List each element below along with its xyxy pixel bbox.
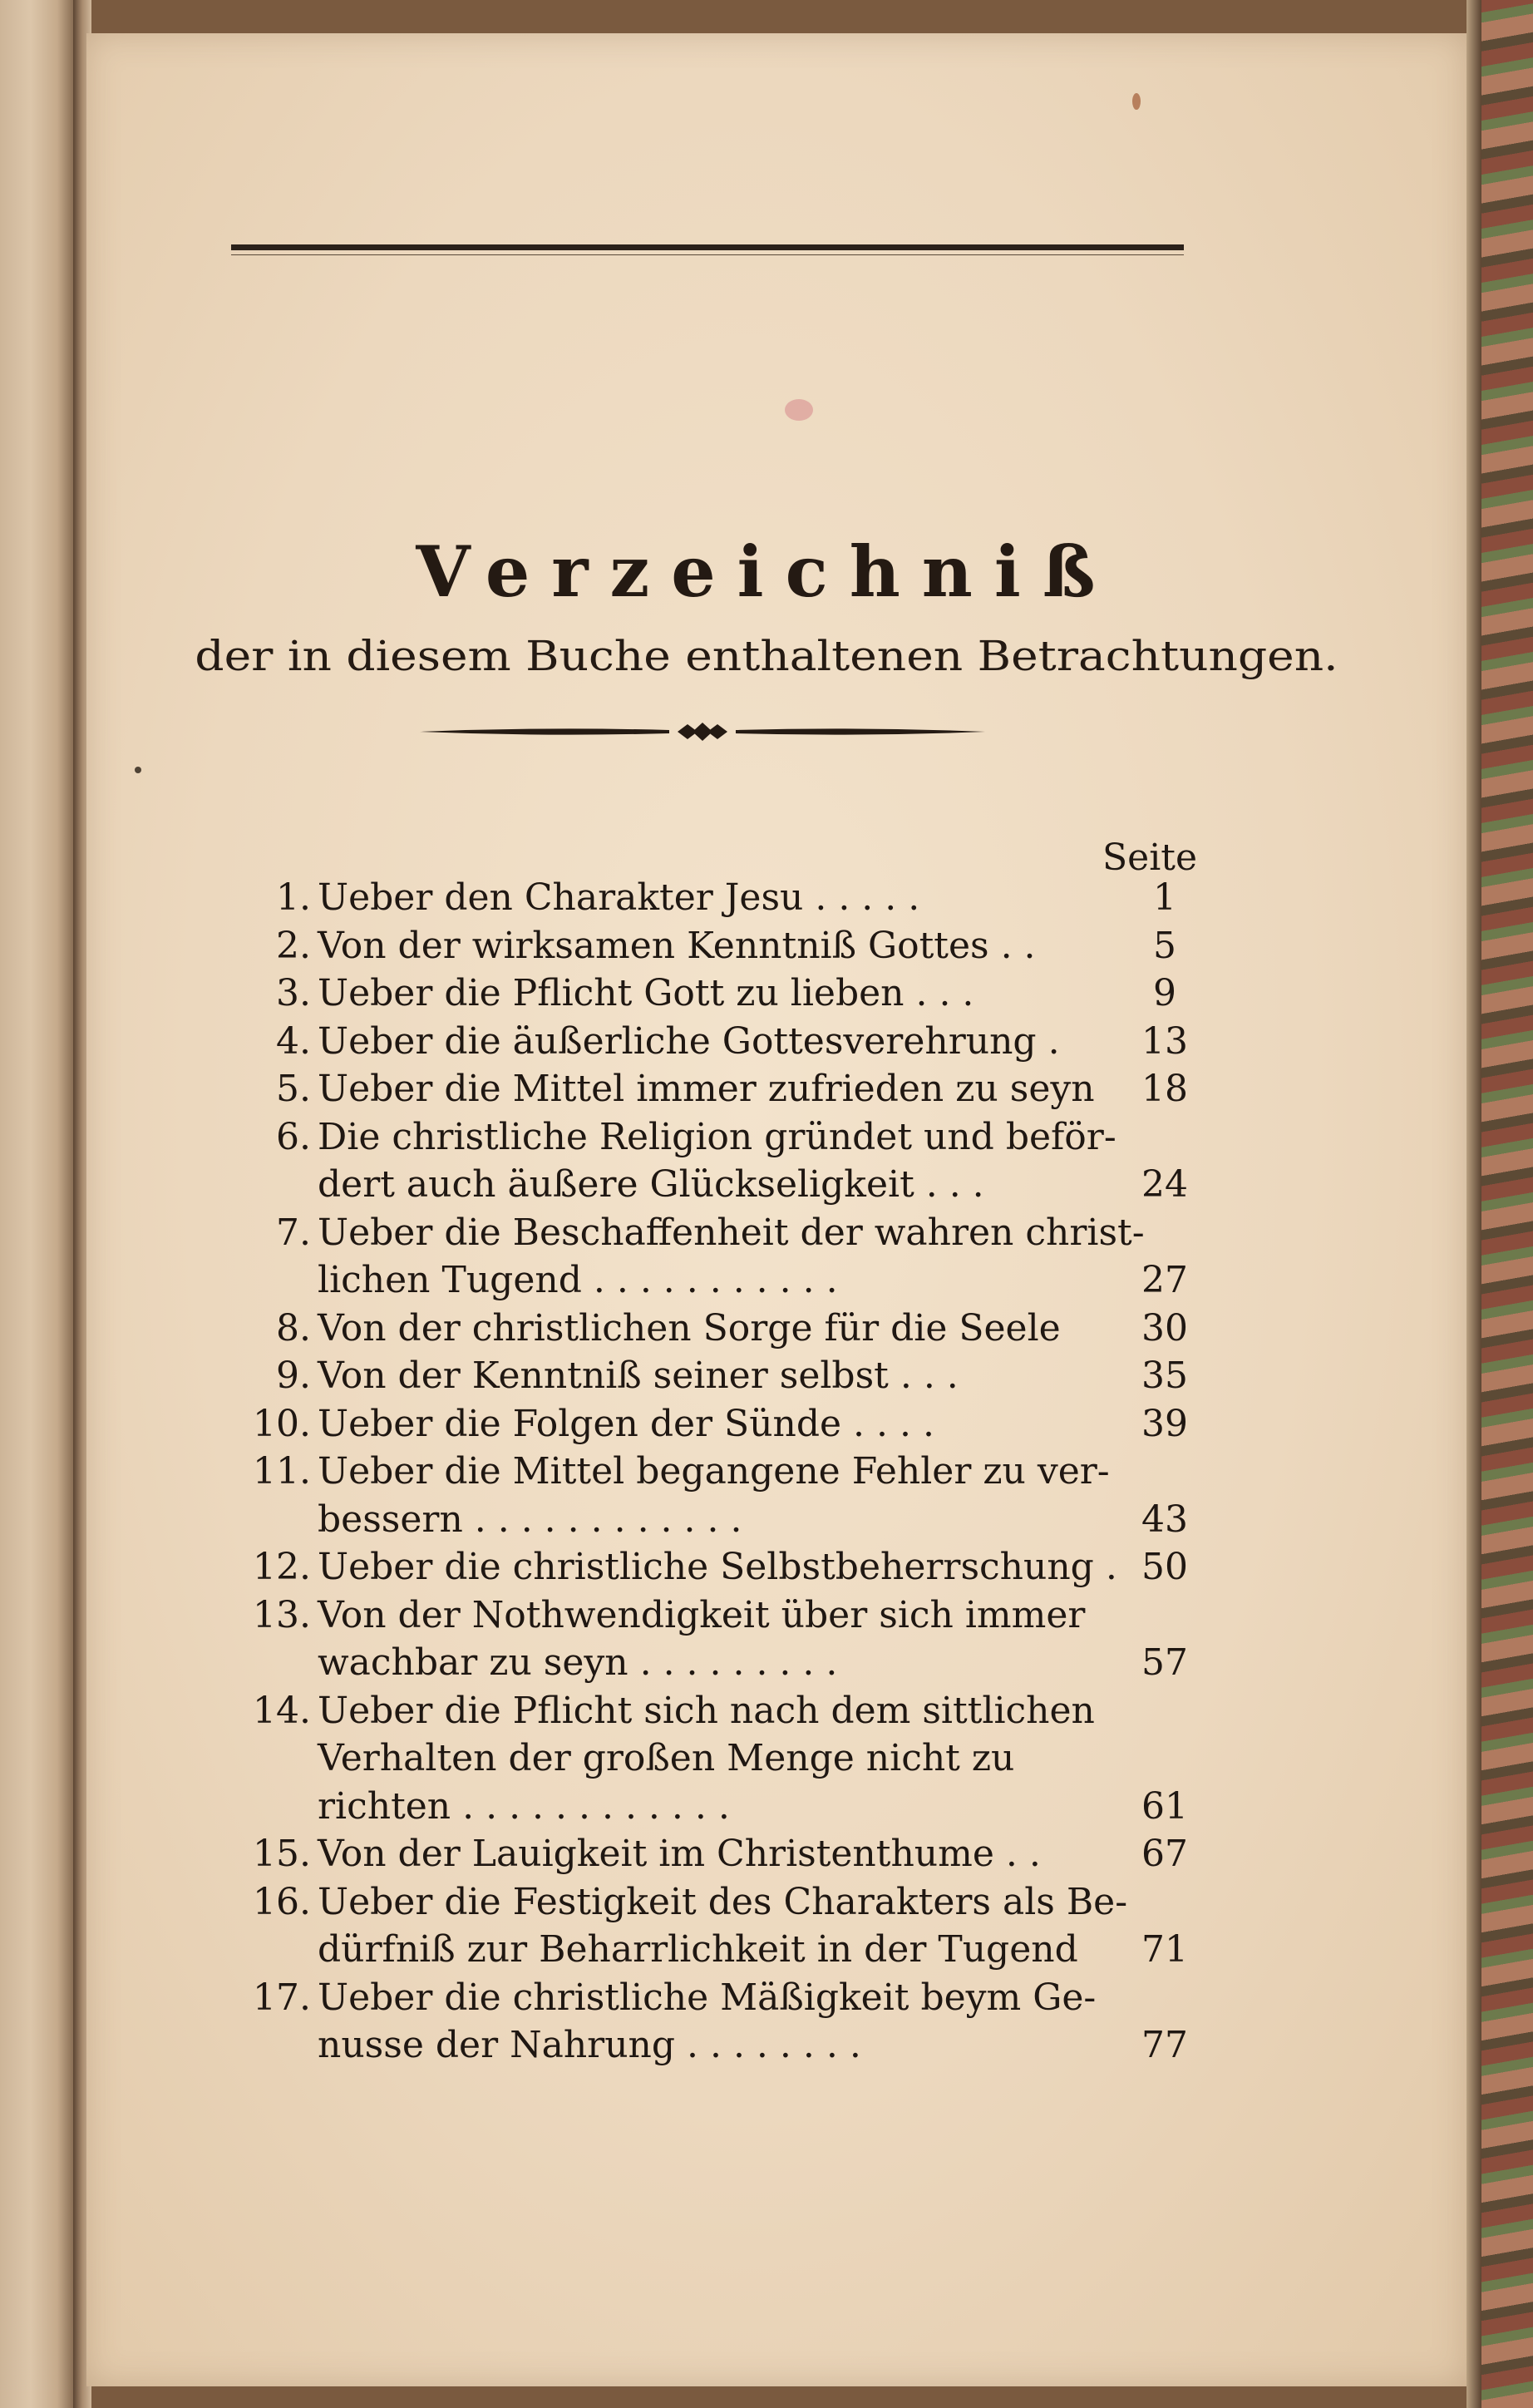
toc-entry-line bbox=[0, 1257, 1533, 1304]
toc-entry-page: 71 bbox=[1141, 1928, 1188, 1971]
toc-entry-title: Ueber den Charakter Jesu . . . . . bbox=[318, 876, 920, 919]
toc-entry-title: Ueber die Pflicht Gott zu lieben . . . bbox=[318, 972, 974, 1014]
toc-entry-title: Ueber die Beschaffenheit der wahren christ- bbox=[318, 1211, 1145, 1254]
toc-entry-line bbox=[0, 1879, 1533, 1926]
ornament-divider bbox=[420, 715, 985, 748]
top-rule bbox=[231, 244, 1184, 250]
toc-entry-line bbox=[0, 1114, 1533, 1161]
page-title: Verzeichniß bbox=[416, 530, 1117, 613]
toc-entry-page: 35 bbox=[1141, 1354, 1188, 1397]
toc-entry-title: Von der wirksamen Kenntniß Gottes . . bbox=[318, 925, 1036, 967]
toc-entry-number: 14. bbox=[253, 1690, 311, 1732]
toc-entry-line bbox=[0, 1735, 1533, 1782]
toc-entry-title: bessern . . . . . . . . . . . . bbox=[318, 1498, 742, 1541]
toc-entry-title: Ueber die Festigkeit des Charakters als Be- bbox=[318, 1881, 1128, 1923]
toc-entry-line bbox=[0, 1544, 1533, 1591]
toc-entry-line bbox=[0, 875, 1533, 921]
toc-entry-page: 27 bbox=[1141, 1259, 1188, 1301]
toc-entry-title: wachbar zu seyn . . . . . . . . . bbox=[318, 1641, 838, 1684]
toc-entry-title: Ueber die Mittel immer zufrieden zu seyn bbox=[318, 1068, 1095, 1110]
ink-speck bbox=[135, 767, 141, 773]
toc-entry-title: Von der Lauigkeit im Christenthume . . bbox=[318, 1833, 1041, 1875]
toc-entry-line bbox=[0, 923, 1533, 970]
toc-entry-page: 18 bbox=[1141, 1068, 1188, 1110]
toc-entry-line bbox=[0, 1448, 1533, 1495]
toc-entry-title: Von der Kenntniß seiner selbst . . . bbox=[318, 1354, 959, 1397]
toc-entry-page: 39 bbox=[1141, 1403, 1188, 1445]
toc-entry-line bbox=[0, 2022, 1533, 2069]
toc-entry-line bbox=[0, 1784, 1533, 1830]
toc-entry-number: 12. bbox=[253, 1546, 311, 1588]
top-rule-hairline bbox=[231, 254, 1184, 255]
toc-entry-number: 13. bbox=[253, 1594, 311, 1636]
toc-entry-title: Ueber die äußerliche Gottesverehrung . bbox=[318, 1020, 1060, 1063]
ink-speck bbox=[1132, 93, 1141, 110]
toc-entry-title: dürfniß zur Beharrlichkeit in der Tugend bbox=[318, 1928, 1078, 1971]
toc-entry-number: 1. bbox=[276, 876, 311, 919]
toc-entry-title: Ueber die Folgen der Sünde . . . . bbox=[318, 1403, 934, 1445]
toc-entry-page: 77 bbox=[1141, 2024, 1188, 2066]
toc-entry-title: Verhalten der großen Menge nicht zu bbox=[318, 1737, 1015, 1779]
toc-entry-number: 8. bbox=[276, 1307, 311, 1350]
toc-entry-page: 50 bbox=[1141, 1546, 1188, 1588]
toc-entry-title: Ueber die Mittel begangene Fehler zu ver- bbox=[318, 1450, 1110, 1493]
toc-entry-page: 43 bbox=[1141, 1498, 1188, 1541]
toc-entry-title: richten . . . . . . . . . . . . bbox=[318, 1785, 730, 1828]
toc-entry-page: 61 bbox=[1141, 1785, 1188, 1828]
toc-entry-number: 3. bbox=[276, 972, 311, 1014]
toc-entry-line bbox=[0, 1640, 1533, 1686]
toc-entry-line bbox=[0, 970, 1533, 1017]
toc-entry-line bbox=[0, 1497, 1533, 1543]
toc-entry-number: 2. bbox=[276, 925, 311, 967]
toc-entry-number: 9. bbox=[276, 1354, 311, 1397]
toc-entry-page: 5 bbox=[1153, 925, 1176, 967]
toc-entry-number: 10. bbox=[253, 1403, 311, 1445]
toc-entry-title: Ueber die christliche Mäßigkeit beym Ge- bbox=[318, 1976, 1097, 2019]
toc-entry-title: Von der christlichen Sorge für die Seele bbox=[318, 1307, 1061, 1350]
toc-entry-line bbox=[0, 1019, 1533, 1065]
toc-entry-line bbox=[0, 1688, 1533, 1734]
toc-entry-line bbox=[0, 1975, 1533, 2021]
toc-entry-page: 67 bbox=[1141, 1833, 1188, 1875]
stain-spot bbox=[785, 399, 813, 421]
page-subtitle: der in diesem Buche enthaltenen Betrachtungen. bbox=[195, 632, 1338, 680]
toc-entry-number: 15. bbox=[253, 1833, 311, 1875]
toc-entry-page: 24 bbox=[1141, 1163, 1188, 1206]
toc-entry-line bbox=[0, 1210, 1533, 1256]
toc-entry-line bbox=[0, 1066, 1533, 1113]
toc-entry-title: lichen Tugend . . . . . . . . . . . bbox=[318, 1259, 838, 1301]
toc-entry-number: 7. bbox=[276, 1211, 311, 1254]
toc-entry-line bbox=[0, 1831, 1533, 1878]
toc-entry-page: 57 bbox=[1141, 1641, 1188, 1684]
toc-entry-line bbox=[0, 1401, 1533, 1448]
toc-entry-number: 17. bbox=[253, 1976, 311, 2019]
toc-entry-number: 5. bbox=[276, 1068, 311, 1110]
toc-entry-line bbox=[0, 1305, 1533, 1352]
toc-entry-line bbox=[0, 1162, 1533, 1208]
toc-entry-title: Ueber die christliche Selbstbeherrschung . bbox=[318, 1546, 1117, 1588]
toc-entry-title: Von der Nothwendigkeit über sich immer bbox=[318, 1594, 1086, 1636]
toc-entry-title: Ueber die Pflicht sich nach dem sittlichen bbox=[318, 1690, 1095, 1732]
toc-entry-number: 11. bbox=[253, 1450, 311, 1493]
toc-entry-title: nusse der Nahrung . . . . . . . . bbox=[318, 2024, 861, 2066]
toc-entry-page: 30 bbox=[1141, 1307, 1188, 1350]
toc-entry-page: 13 bbox=[1141, 1020, 1188, 1063]
toc-entry-number: 4. bbox=[276, 1020, 311, 1063]
toc-entry-page: 1 bbox=[1153, 876, 1176, 919]
toc-entry-line bbox=[0, 1353, 1533, 1399]
toc-entry-number: 16. bbox=[253, 1881, 311, 1923]
toc-entry-line bbox=[0, 1927, 1533, 1973]
page-column-label: Seite bbox=[1102, 836, 1197, 879]
toc-entry-title: Die christliche Religion gründet und beför- bbox=[318, 1116, 1116, 1158]
toc-entry-title: dert auch äußere Glückseligkeit . . . bbox=[318, 1163, 984, 1206]
toc-entry-page: 9 bbox=[1153, 972, 1176, 1014]
toc-entry-number: 6. bbox=[276, 1116, 311, 1158]
toc-entry-line bbox=[0, 1592, 1533, 1639]
